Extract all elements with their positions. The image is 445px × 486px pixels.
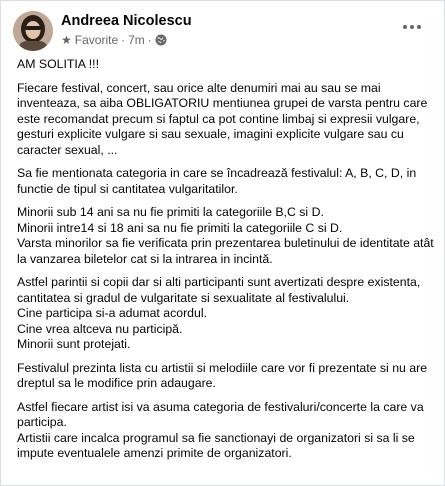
post-paragraph: AM SOLITIA !!! bbox=[17, 57, 100, 71]
post-paragraph: Fiecare festival, concert, sau orice alte denumiri mai au sau se mai inventeaza, sa aiba OBLIGATORIU mentiunea grupei de varsta pentru care este recomandat precum si faptul ca pot contine limbaj si expresii vulgare, gesturi explicite vulgare si sau sexuale, imagini explicite vulgare sau cu caracter sexual, ... bbox=[17, 80, 428, 157]
globe-icon bbox=[155, 34, 167, 46]
author-avatar[interactable] bbox=[13, 11, 53, 51]
post-paragraph: Astfel parintii si copii dar si alti participanti sunt avertizati despre existenta, cantitatea si gradul de vulgaritate si sexualitate al festivalului. Cine participa si-a adumat acordul. Cine vrea altceva nu participă. Minorii sunt protejati. bbox=[17, 275, 421, 351]
avatar-image bbox=[13, 11, 53, 51]
meta-separator: · bbox=[121, 33, 126, 47]
post-paragraph: Sa fie mentionata categoria in care se încadrează festivalul: A, B, C, D, in functie de tipul si cantitatea vulgaritatilor. bbox=[17, 166, 417, 196]
post-paragraph: Festivalul prezinta lista cu artistii si melodiile care vor fi prezentate si nu are dreptul sa le modifice prin adaugare. bbox=[17, 360, 428, 390]
more-options-icon[interactable] bbox=[398, 15, 426, 39]
post-header bbox=[13, 11, 436, 51]
post-paragraph: Minorii sub 14 ani sa nu fie primiti la categoriile B,C si D. Minorii intre14 si 18 ani sa nu fie primiti la categoriile C si D. Varsta minorilor sa fie verificata prin prezentarea buletinului de identitate atât la vanzarea biletelor cat si la intrarea in incintă. bbox=[17, 205, 434, 266]
post-paragraph: Astfel fiecare artist isi va asuma categoria de festivaluri/concerte la care va participa. Artistii care incalca programul sa fie sanctionayi de organizatori si sa li se impute eventualele amenzi primite de organizatori. bbox=[17, 399, 424, 460]
author-name[interactable]: Andreea Nicolescu bbox=[61, 13, 192, 29]
post-time[interactable]: 7m bbox=[128, 33, 145, 47]
meta-separator-2: · bbox=[147, 33, 152, 47]
post-body bbox=[17, 57, 435, 470]
audience-label[interactable]: Favorite bbox=[74, 33, 119, 47]
star-icon: ★ bbox=[61, 33, 72, 47]
post-meta bbox=[61, 33, 167, 47]
